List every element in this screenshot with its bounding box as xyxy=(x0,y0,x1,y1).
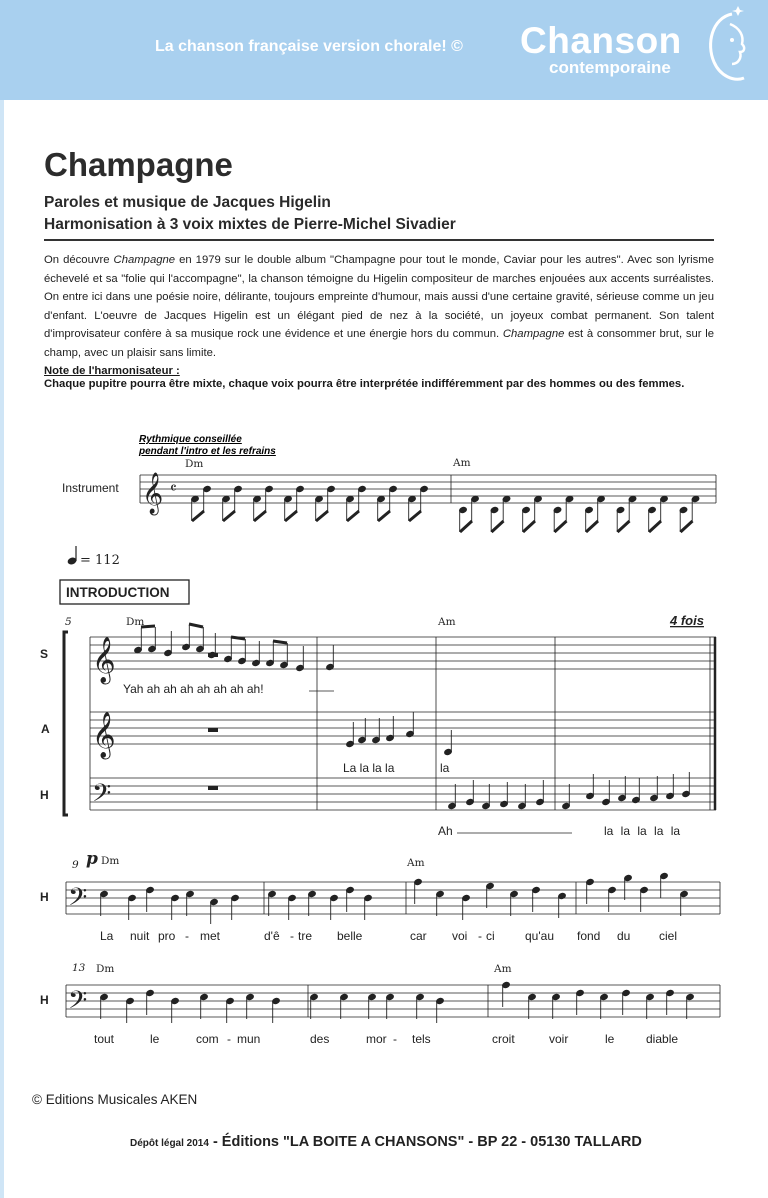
lyrics-word-m9: tre xyxy=(298,929,313,943)
svg-text:𝄢: 𝄢 xyxy=(68,986,88,1021)
lyrics-word-m9: d'ê xyxy=(264,929,280,943)
lyrics-word-m9: pro xyxy=(158,929,176,943)
tempo-value: = 112 xyxy=(80,553,120,568)
legal-line: Dépôt légal 2014 - Éditions "LA BOITE A CHANSONS" - BP 22 - 05130 TALLARD xyxy=(130,1134,642,1150)
lyrics-word-m13: tout xyxy=(94,1032,115,1046)
voice-label-h-m13: H xyxy=(40,993,49,1007)
lyrics-alto-1: La la la la xyxy=(343,761,395,775)
lyrics-word-m9: - xyxy=(478,929,482,943)
lyrics-word-m9: qu'au xyxy=(525,929,554,943)
intro-paragraph: On découvre Champagne en 1979 sur le double album "Champagne pour tout le monde, Caviar pour les autres". Avec son lyrisme échevelé et sa "folie qui l'accompagne", la chanson témoigne du Higelin compositeur de marches enjouées aux accents surréalistes. On entre ici dans une poésie noire, délirante, toujours empreinte d'humour, mais aussi d'une certaine gravité, sérieuse comme un jeu d'enfant. L'oeuvre de Jacques Higelin est un élégant pied de nez à la société, un joyeux combat permanent. Son talent d'improvisateur confère à sa musique rock une évidence et une énergie hors du commun. Champagne est à consommer brut, sur le champ, avec un plaisir sans limite. xyxy=(44,254,714,359)
copyright-line: © Editions Musicales AKEN xyxy=(32,1092,198,1107)
lyrics-word-m9: - xyxy=(290,929,294,943)
measure-number-9: 9 xyxy=(72,859,79,871)
soprano-staff xyxy=(90,637,716,669)
measure-number-13: 13 xyxy=(72,962,86,974)
lyrics-measure-13 xyxy=(94,1032,678,1046)
note-beam xyxy=(285,511,297,521)
chord-dm-m13: Dm xyxy=(96,963,115,975)
chord-dm-instrument: Dm xyxy=(185,458,204,470)
note-beam xyxy=(254,511,266,521)
svg-text:𝄞: 𝄞 xyxy=(92,637,116,683)
logo-title: Chanson xyxy=(520,20,682,61)
alto-staff xyxy=(90,712,716,744)
lyrics-word-m13: tels xyxy=(412,1032,431,1046)
lyrics-word-m13: com xyxy=(196,1032,219,1046)
dynamic-piano: p xyxy=(86,849,98,869)
lyrics-word-m13: diable xyxy=(646,1032,679,1046)
note-beam xyxy=(316,511,328,521)
chord-am-m13: Am xyxy=(494,963,512,975)
credits-arranger: Harmonisation à 3 voix mixtes de Pierre-Michel Sivadier xyxy=(44,216,456,233)
voice-label-a: A xyxy=(41,722,50,736)
lyrics-word-m9: car xyxy=(410,929,427,943)
note-beam xyxy=(523,521,535,532)
note-beam xyxy=(378,511,390,521)
lyrics-word-m13: mun xyxy=(237,1032,261,1046)
lyrics-word-m9: ciel xyxy=(659,929,678,943)
chord-dm-m9: Dm xyxy=(101,855,120,867)
lyrics-word-m13: des xyxy=(310,1032,330,1046)
note-beam xyxy=(192,511,204,521)
lyrics-word-m9: fond xyxy=(577,929,601,943)
note-beam xyxy=(273,641,287,643)
svg-text:𝄢: 𝄢 xyxy=(92,779,112,814)
song-title: Champagne xyxy=(44,146,233,183)
section-label: INTRODUCTION xyxy=(66,585,170,600)
lyrics-word-m9: - xyxy=(185,929,189,943)
staff-measure-13 xyxy=(66,985,720,1017)
svg-text:𝄴: 𝄴 xyxy=(170,479,177,497)
lyrics-measure-9 xyxy=(100,929,677,943)
chord-am-m9: Am xyxy=(407,857,425,869)
chord-dm-m5: Dm xyxy=(126,616,145,628)
note-beam xyxy=(681,521,693,532)
voice-label-h: H xyxy=(40,788,49,802)
rhythm-note-1: Rythmique conseillée xyxy=(139,434,242,445)
note-beam xyxy=(460,521,472,532)
note-beam xyxy=(618,521,630,532)
lyrics-word-m9: ci xyxy=(486,929,495,943)
note-beam xyxy=(347,511,359,521)
staff-measure-9 xyxy=(66,882,720,914)
note-beam xyxy=(409,511,421,521)
lyrics-bass-1: Ah xyxy=(438,824,453,838)
repeat-label: 4 fois xyxy=(670,613,704,628)
lyrics-word-m9: met xyxy=(200,929,221,943)
note-beam xyxy=(189,624,203,627)
chord-am-instrument: Am xyxy=(453,457,471,469)
note-beam xyxy=(492,521,504,532)
svg-text:𝄞: 𝄞 xyxy=(142,473,164,514)
chord-am-m5: Am xyxy=(438,616,456,628)
lyrics-word-m13: le xyxy=(605,1032,615,1046)
note-heading: Note de l'harmonisateur : xyxy=(44,365,180,377)
note-beam xyxy=(555,521,567,532)
svg-text:𝄢: 𝄢 xyxy=(68,883,88,918)
credits-composer: Paroles et musique de Jacques Higelin xyxy=(44,194,331,211)
logo-subtitle: contemporaine xyxy=(549,58,671,77)
svg-text:𝄞: 𝄞 xyxy=(92,712,116,758)
lyrics-word-m9: La xyxy=(100,929,114,943)
bass-staff xyxy=(90,778,716,810)
note-beam xyxy=(223,511,235,521)
voice-label-h-m9: H xyxy=(40,890,49,904)
lyrics-soprano: Yah ah ah ah ah ah ah ah! xyxy=(123,682,264,696)
note-beam xyxy=(649,521,661,532)
lyrics-bass-2: la la la la la xyxy=(604,824,681,838)
note-beam xyxy=(231,637,245,639)
header-tagline: La chanson française version chorale! © xyxy=(155,38,463,55)
tempo-marking xyxy=(67,546,120,568)
lyrics-alto-2: la xyxy=(440,761,450,775)
lyrics-word-m13: - xyxy=(227,1032,231,1046)
note-text: Chaque pupitre pourra être mixte, chaque voix pourra être interprétée indifféremment par des hommes ou des femmes. xyxy=(44,378,685,390)
measure-number-5: 5 xyxy=(65,616,72,628)
rhythm-note-2: pendant l'intro et les refrains xyxy=(139,446,276,457)
lyrics-word-m9: nuit xyxy=(130,929,150,943)
instrument-label: Instrument xyxy=(62,481,119,495)
lyrics-word-m13: le xyxy=(150,1032,160,1046)
lyrics-word-m13: voir xyxy=(549,1032,569,1046)
voice-label-s: S xyxy=(40,647,49,661)
lyrics-word-m9: belle xyxy=(337,929,363,943)
lyrics-word-m13: croit xyxy=(492,1032,515,1046)
note-beam xyxy=(586,521,598,532)
lyrics-word-m13: - xyxy=(393,1032,397,1046)
lyrics-word-m13: mor xyxy=(366,1032,387,1046)
lyrics-word-m9: voi xyxy=(452,929,468,943)
lyrics-word-m9: du xyxy=(617,929,631,943)
